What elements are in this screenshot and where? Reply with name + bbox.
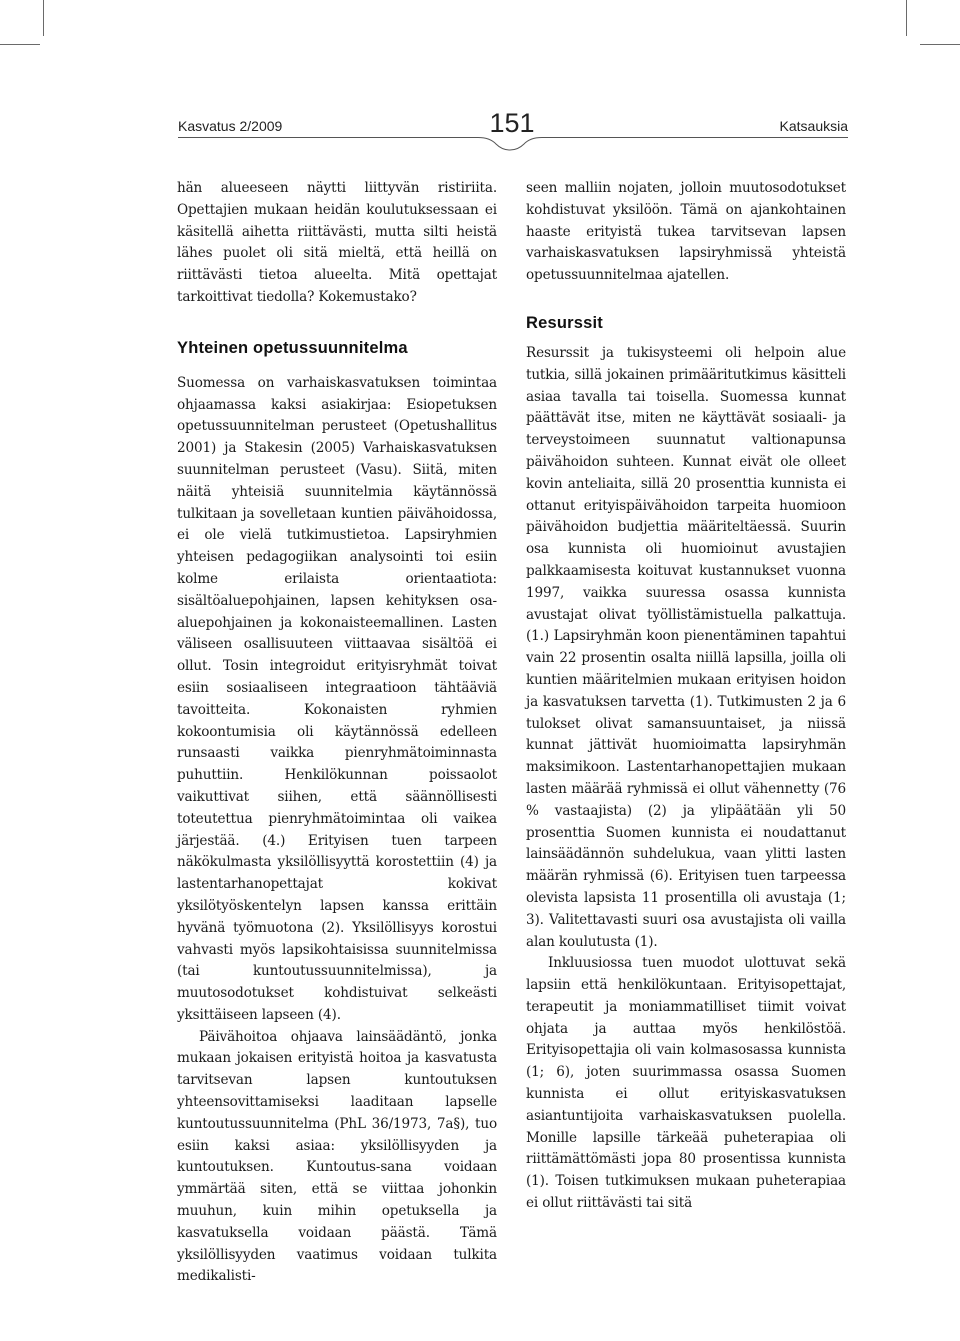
paragraph: Inkluusiossa tuen muodot ulottuvat sekä lapsiin että henkilökuntaan. Erityisopettajat, terapeutit ja moniammatilliset tiimit voivat ohjata ja auttaa myös henkilöstöä. Erityisopettajia oli vain kolmasosassa kunnista (1; 6), joten suurimmassa osassa Suomen kunnista ei ollut erityiskasvatuksen asiantuntijoita varhaiskasvatuksen puolella. Monille lapsille tärkeää puheterapiaa oli riittämättömästi jopa 80 prosentissa kunnista (1). Toisen tutkimuksen mukaan puheterapiaa ei ollut riittävästi tai sitä <box>526 955 846 1212</box>
crop-mark-top-left <box>43 0 44 36</box>
paragraph: Päivähoitoa ohjaava lainsäädäntö, jonka mukaan jokaisen erityistä hoitoa ja kasvatusta tarvitsevan lapsen kuntoutuksen yhteensovittamiseksi laaditaan lapselle kuntoutussuunnitelma (PhL 36/1973, 7a§), tuo esiin kaksi asiaa: yksilöllisyyden ja kuntoutuksen. Kuntoutus-sana voidaan ymmärtää siten, että se viittaa johonkin muuhun, kuin mihin opetuksella ja kasvatuksella voidaan päästä. Tämä yksilöllisyyden vaatimus voidaan tulkita medikalisti- <box>177 1028 497 1285</box>
crop-mark-top-right-horizontal <box>920 44 960 45</box>
crop-mark-top-right <box>906 0 907 36</box>
paragraph: hän alueeseen näytti liittyvän ristiriita. Opettajien mukaan heidän koulutuksessaan ei käsitellä aihetta riittävästi, mutta silti heistä lähes puolet oli sitä mieltä, että heillä on riittävästi tietoa alueelta. Mitä opettajat tarkoittivat tiedolla? Kokemustako? <box>177 180 497 305</box>
page-number: 151 <box>489 108 535 138</box>
left-column <box>177 178 497 1288</box>
header-rule <box>178 137 848 151</box>
paragraph: Resurssit ja tukisysteemi oli helpoin alue tutkia, sillä jokainen primääritutkimus käsitteli asiaa tavalla tai toisella. Suomessa kunnat päättävät itse, miten ne käyttävät sosiaali- ja terveystoimeen suunnatut valtionapunsa päivähoidon suhteen. Kunnat eivät ole olleet kovin anteliaita, sillä 20 prosenttia kunnista ei ottanut erityispäivähoidon tarpeita huomioon päivähoidon budjettia määriteltäessä. Suurin osa kunnista oli huomioinut avustajien palkkaamisesta koituvat kustannukset vuonna 1997, vaikka suuressa osassa kunnista avustajat olivat työllistämistuella palkattuja. (1.) Lapsiryhmän koon pienentäminen tapahtui vain 22 prosentin osalta niillä lapsilla, joilla oli kuntien määritelmien mukaan erityisen hoidon ja kasvatuksen tarvetta (1). Tutkimusten 2 ja 6 tulokset olivat samansuuntaiset, ja niissä kunnat jättivät huomioimatta lapsiryhmän maksimikoon. Lastentarhanopettajien mukaan lasten määrää ryhmissä ei ollut vähennetty (76 % vastaajista) (2) ja ylipäätään yli 50 prosenttia Suomen kunnista ei noudattanut lainsäädännön suhdelukua, vaan ylitti lasten määrän ryhmissä (6). Erityisen tuen tarpeessa olevista lapsista 11 prosentilla oli avustaja (1; 3). Valitettavasti suuri osa avustajista oli vailla alan koulutusta (1). <box>526 344 846 950</box>
section-heading: Resurssit <box>526 313 604 332</box>
crop-mark-top-left-horizontal <box>0 44 40 45</box>
journal-issue: Kasvatus 2/2009 <box>178 118 283 134</box>
paragraph: Suomessa on varhaiskasvatuksen toimintaa ohjaamassa kaksi asiakirjaa: Esiopetuksen opetussuunnitelman perusteet (Opetushallitus 2001) ja Stakesin (2005) Varhaiskasvatuksen suunnitelman perusteet (Vasu). Siitä, miten näitä yhteisiä suunnitelmia käytännössä tulkitaan ja sovelletaan kuntien päivähoidossa, ei ole vielä tutkimustietoa. Lapsiryhmien yhteisen pedagogiikan analysointi toi esiin kolme erilaista orientaatiota: sisältöaluepohjainen, lapsen kehityksen osa-aluepohjainen ja kokonaisteemallinen. Lasten väliseen osallisuuteen viittaavaa sisältöä ei ollut. Tosin integroidut erityisryhmät toivat esiin sosiaaliseen integraatioon tähtääviä tavoitteita. Kokonaisten ryhmien kokoontumisia oli käytännössä edelleen runsaasti vaikka pienryhmätoiminnasta puhuttiin. Henkilökunnan poissaolot vaikuttivat siihen, että säännöllisesti toteutettua pienryhmätoimintaa oli vaikea järjestää. (4.) Erityisen tuen tarpeen näkökulmasta yksilöllisyyttä korostettiin (4) ja lastentarhanopettajat kokivat yksilötyöskentelyn lapsen kanssa erittäin hyvänä työmuotona (2). Yksilöllisyys korostui vahvasti myös lapsikohtaisissa suunnitelmissa (tai kuntoutussuunnitelmissa), ja muutosodotukset kohdistuivat selkeästi yksittäiseen lapseen (4). <box>177 374 497 1023</box>
right-column <box>526 178 846 1215</box>
paragraph: seen malliin nojaten, jolloin muutosodotukset kohdistuvat yksilöön. Tämä on ajankohtainen haaste erityistä tukea tarvitsevan lapsen varhaiskasvatuksen lapsiryhmissä yhteistä opetussuunnitelmaa ajatellen. <box>526 180 846 284</box>
section-name: Katsauksia <box>779 118 848 134</box>
section-heading: Yhteinen opetussuunnitelma <box>177 338 408 357</box>
